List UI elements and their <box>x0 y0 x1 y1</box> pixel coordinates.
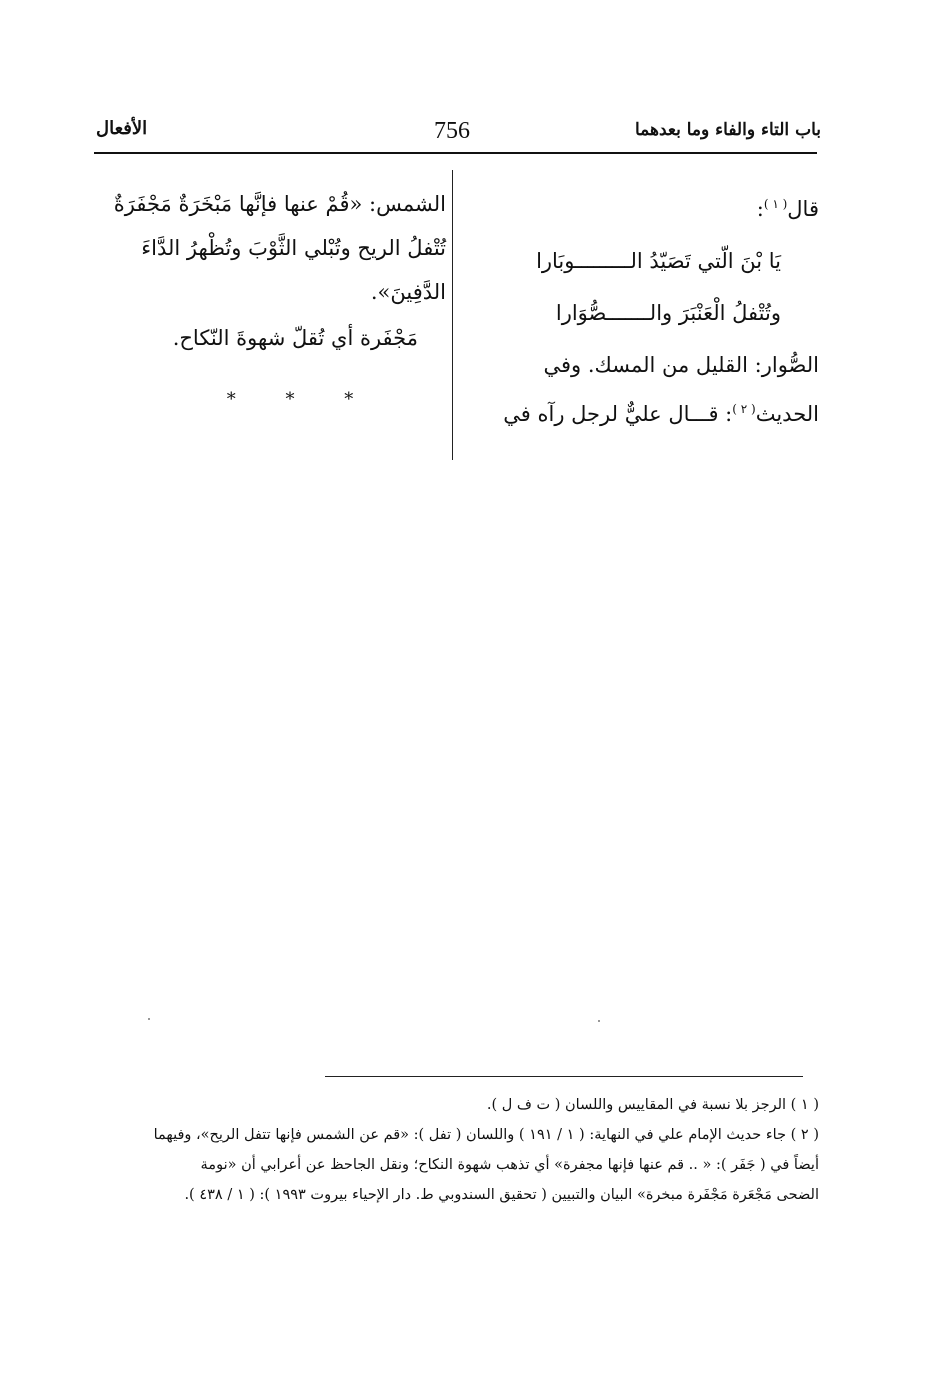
hadith-word: الحديث <box>755 402 819 426</box>
section-title: الأفعال <box>96 118 148 139</box>
header-rule <box>94 152 817 154</box>
footnote-1: ( ١ ) الرجز بلا نسبة في المقاييس واللسان ( ت ف ل ). <box>486 1097 819 1113</box>
footnote-2-line-1: ( ٢ ) جاء حديث الإمام علي في النهاية: ( ١ / ١٩١ ) واللسان ( تفل ): «قم عن الشمس فإنها تتفل الريح»، وفيهما <box>153 1127 819 1143</box>
section-end-stars: * * * <box>226 389 376 410</box>
intro-word: قال <box>787 197 819 221</box>
left-line-3: الدَّفِينَ». <box>370 280 446 304</box>
page-number: 756 <box>434 118 470 144</box>
scan-speck <box>148 1018 150 1020</box>
left-column <box>96 182 446 422</box>
left-line-4: مَجْفَرة أي تُقلّ شهوةَ النّكاح. <box>172 326 418 350</box>
intro-colon: : <box>756 197 764 221</box>
footnotes <box>99 1090 819 1210</box>
right-column <box>474 182 819 436</box>
prose-line-2 <box>474 387 819 436</box>
footnote-ref-1: ( ١ ) <box>763 197 788 211</box>
footnote-2-line-3: الضحى مَجْعَرة مَجْفَرة مبخرة» البيان والتبيين ( تحقيق السندوبي ط. دار الإحياء بيروت ١٩٩٣ ): ( ١ / ٤٣٨ ). <box>184 1187 819 1203</box>
chapter-title: باب التاء والفاء وما بعدهما <box>634 120 821 140</box>
left-line-1: الشمس: «قُمْ عنها فإنَّها مَبْخَرَةٌ مَجْفَرَةٌ <box>113 192 446 216</box>
intro-line <box>474 182 819 231</box>
prose-line-1: الصُّوار: القليل من المسك. وفي <box>543 353 819 377</box>
column-divider <box>452 170 453 460</box>
verse-line-1: يَا بْنَ الّتي تَصَيّدُ الـــــــــوبَارا <box>536 249 781 273</box>
scan-speck <box>598 1020 600 1022</box>
footnote-ref-2: ( ٢ ) <box>732 402 756 416</box>
verse-line-2: وتُتْفلُ الْعَنْبَرَ والـــــــصُّوَارا <box>555 301 781 325</box>
left-line-2: تُتْفلُ الريح وتُبْلي الثَّوْبَ وتُظْهرُ الدَّاءَ <box>141 236 446 260</box>
footnote-rule <box>325 1076 803 1077</box>
footnote-2-line-2: أيضاً في ( جَفَر ): « .. قم عنها فإنها مجفرة» أي تذهب شهوة النكاح؛ ونقل الجاحظ عن أعرابي أن «نومة <box>200 1157 819 1173</box>
hadith-text: : قـــال عليٌّ لرجل رآه في <box>503 402 733 426</box>
